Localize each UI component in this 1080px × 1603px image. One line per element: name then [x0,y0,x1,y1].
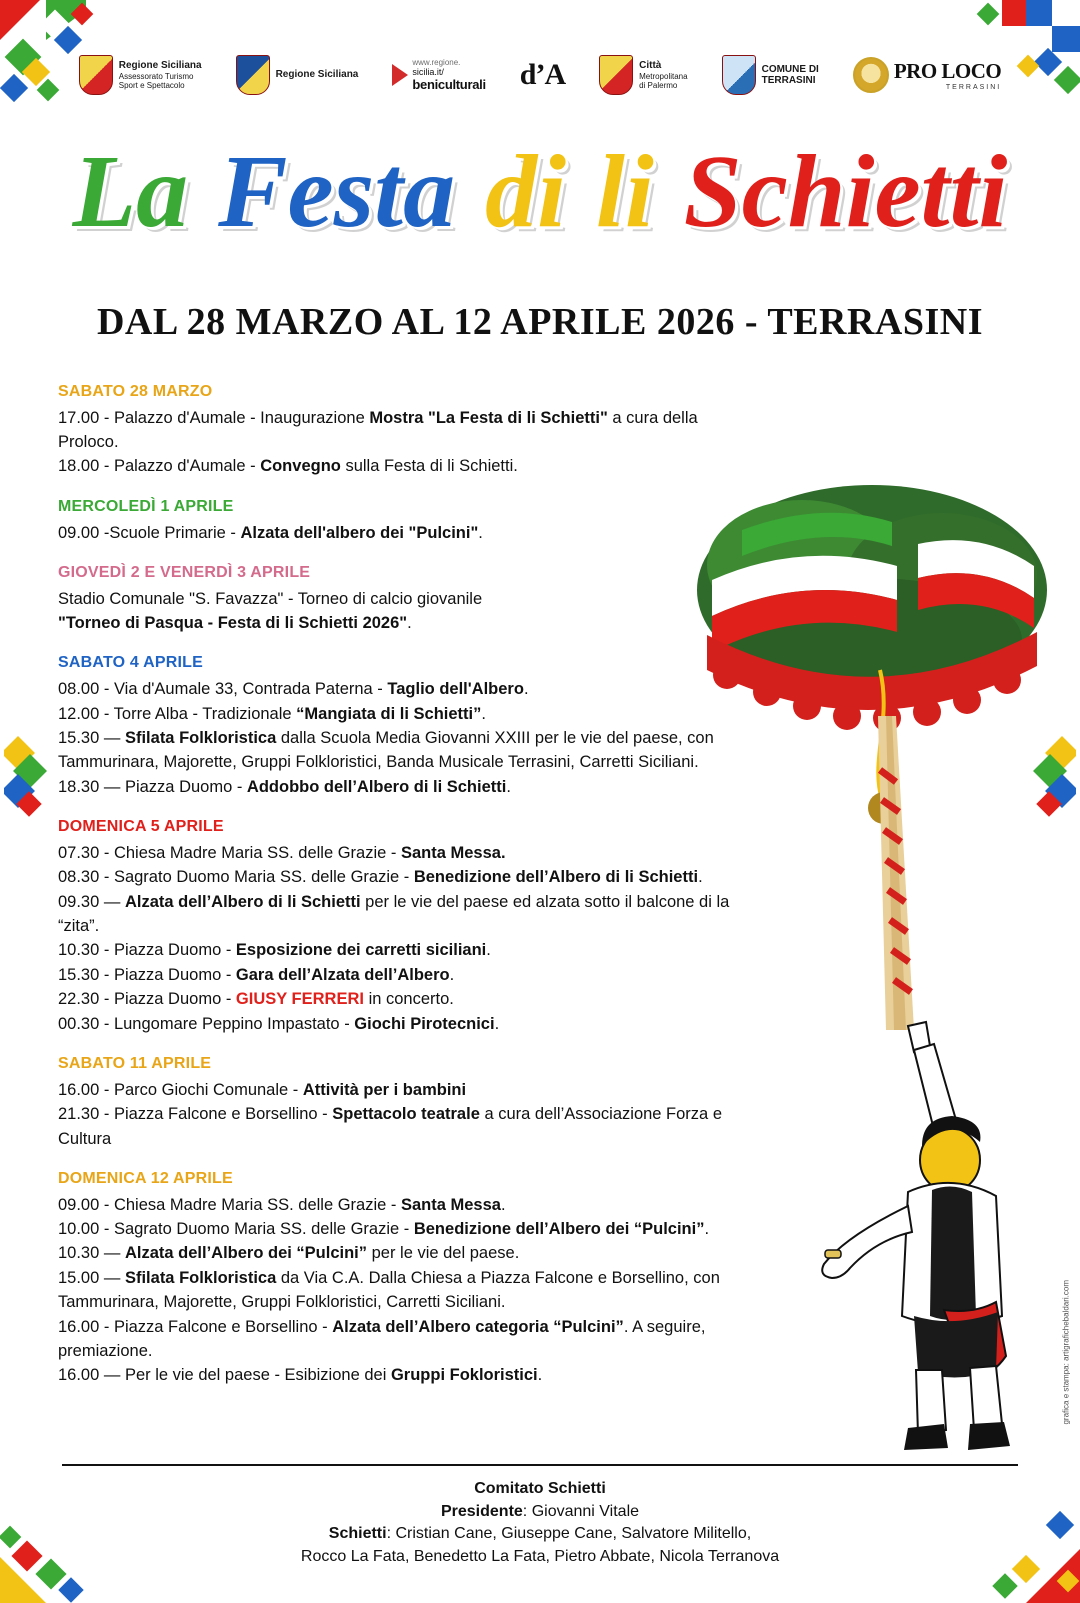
programme-day [58,495,758,545]
programme-day [58,1052,758,1151]
programme-day-heading: GIOVEDÌ 2 E VENERDÌ 3 APRILE [58,563,311,581]
president-name: Giovanni Vitale [531,1502,640,1520]
logo-line-1: Regione Siciliana [118,60,202,72]
title-word-schietti: Schietti [683,134,1008,249]
pro-loco-wordmark: PRO LOCO [893,59,1002,83]
programme-list [58,380,758,1404]
logo-regione-siciliana-turismo-text [119,60,202,90]
programme-day-heading: DOMENICA 5 APRILE [58,818,224,836]
programme-event: 15.00 — Sfilata Folkloristica da Via C.A. Dalla Chiesa a Piazza Falcone e Borsellino, con Tammurinara, Majorette, Gruppi Folkloristici, Carretti Siciliani. [58,1268,720,1312]
logo-line-2: Metropolitana [639,71,688,81]
logo-regione-siciliana-turismo [79,55,202,95]
programme-day [58,815,758,1036]
pro-loco-subtitle: TERRASINI [945,84,1002,91]
terrasini-crest-icon [722,55,756,95]
logo-line-1: Regione Siciliana [275,69,359,81]
programme-event: 18.00 - Palazzo d'Aumale - Convegno sulla Festa di li Schietti. [58,457,518,476]
poster-subtitle: DAL 28 MARZO AL 12 APRILE 2026 - TERRASINI [96,301,983,343]
committee-title: Comitato Schietti [474,1480,606,1497]
programme-day-heading: MERCOLEDÌ 1 APRILE [58,497,234,515]
programme-day [58,651,758,799]
logo-sicilia-beniculturali [392,58,485,92]
programme-day-heading: SABATO 4 APRILE [58,654,203,672]
programme-day-heading: SABATO 28 MARZO [58,383,213,400]
programme-event: 16.00 — Per le vie del paese - Esibizione dei Gruppi Fokloristici. [58,1366,543,1385]
pro-loco-seal-icon [853,57,889,93]
logo-palazzo-daumale: d’A [519,58,566,91]
title-word-di: di [485,134,566,249]
print-credit: grafica e stampa: artigrafichebaldari.com [1062,1280,1071,1425]
logo-url-mid: sicilia.it/ [412,66,444,77]
logo-line-1: COMUNE DI [761,63,819,75]
logo-line-2: Assessorato Turismo [118,71,194,81]
logo-line-1: Città [639,60,662,72]
programme-event: 10.00 - Sagrato Duomo Maria SS. delle Grazie - Benedizione dell’Albero dei “Pulcini”. [58,1220,710,1239]
title-word-la: La [72,134,189,249]
programme-event: 15.30 - Piazza Duomo - Gara dell’Alzata dell’Albero. [58,965,455,984]
logo-palermo-text [639,60,687,90]
members-line-1: Schietti: Cristian Cane, Giuseppe Cane, Salvatore Militello, [328,1525,752,1543]
programme-day-heading: SABATO 11 APRILE [58,1055,212,1073]
poster-title [0,134,1080,249]
president-line: Presidente: Giovanni Vitale [440,1502,640,1520]
programme-event: Stadio Comunale "S. Favazza" - Torneo di calcio giovanile [58,589,483,608]
tree-trunk [878,716,914,1030]
programme-event: 07.30 - Chiesa Madre Maria SS. delle Grazie - Santa Messa. [58,843,506,862]
regione-siciliana-crest-icon [79,55,113,95]
title-word-li: li [595,134,654,249]
programme-day-heading: DOMENICA 12 APRILE [58,1169,233,1187]
logo-url-top: www.regione. [412,57,461,67]
programme-event: 21.30 - Piazza Falcone e Borsellino - Spettacolo teatrale a cura dell’Associazione Forza e Cultura [58,1105,722,1148]
programme-event: 00.30 - Lungomare Peppino Impastato - Giochi Pirotecnici. [58,1014,500,1033]
logo-line-3: di Palermo [639,80,678,90]
programme-day [58,561,758,635]
logo-regione-siciliana [236,55,359,95]
programme-event: 09.00 -Scuole Primarie - Alzata dell'albero dei "Pulcini". [58,523,483,542]
logo-pro-loco-terrasini [853,57,1001,93]
programme-event: 17.00 - Palazzo d'Aumale - Inaugurazione Mostra "La Festa di li Schietti" a cura della Proloco. [58,408,698,452]
arrow-icon [392,64,408,86]
footer [0,1478,1080,1569]
tree-crown [697,485,1047,824]
programme-event: 12.00 - Torre Alba - Tradizionale “Mangiata di li Schietti”. [58,704,486,723]
logo-terrasini-text [762,64,819,87]
programme-event: 09.00 - Chiesa Madre Maria SS. delle Grazie - Santa Messa. [58,1195,506,1214]
programme-event: 10.30 - Piazza Duomo - Esposizione dei carretti siciliani. [58,941,491,960]
programme-day [58,1167,758,1388]
logo-citta-metropolitana-palermo [599,55,687,95]
programme-event: 16.00 - Piazza Falcone e Borsellino - Alzata dell’Albero categoria “Pulcini”. A seguire, premiazione. [58,1317,706,1361]
title-word-festa: Festa [218,134,456,249]
regione-siciliana-shield-icon [236,55,270,95]
programme-event: 08.00 - Via d'Aumale 33, Contrada Paterna - Taglio dell'Albero. [58,680,529,699]
programme-event: 08.30 - Sagrato Duomo Maria SS. delle Grazie - Benedizione dell’Albero di li Schietti. [58,868,703,887]
sponsor-logos [0,42,1080,108]
members-line-2: Rocco La Fata, Benedetto La Fata, Pietro Abbate, Nicola Terranova [300,1548,780,1566]
logo-regione-siciliana-text [276,69,359,81]
logo-line-3: Sport e Spettacolo [118,80,185,90]
president-label: Presidente [440,1502,523,1520]
programme-event: 16.00 - Parco Giochi Comunale - Attività per i bambini [58,1080,467,1099]
side-decoration-left [4,735,50,827]
programme-event: 18.30 — Piazza Duomo - Addobbo dell’Albero di li Schietti. [58,777,511,796]
programme-event: 09.30 — Alzata dell’Albero di li Schietti per le vie del paese ed alzata sotto il balcone di la “zita”. [58,892,730,936]
footer-divider [62,1464,1018,1466]
programme-event: 10.30 — Alzata dell’Albero dei “Pulcini” per le vie del paese. [58,1244,520,1263]
logo-line-2: TERRASINI [761,75,816,86]
members-label: Schietti [328,1525,387,1543]
programme-event: 22.30 - Piazza Duomo - GIUSY FERRERI in concerto. [58,990,454,1009]
members-names-1: Cristian Cane, Giuseppe Cane, Salvatore Militello, [395,1525,752,1543]
albero-di-li-schietti-photo [682,470,1062,1460]
logo-sicilia-beniculturali-text [412,58,485,92]
programme-event: "Torneo di Pasqua - Festa di li Schietti 2026". [58,614,412,633]
logo-comune-di-terrasini [722,55,819,95]
palermo-crest-icon [599,55,633,95]
schietto-figure [822,1022,1010,1450]
programme-day [58,380,758,479]
logo-beniculturali: beniculturali [412,76,486,92]
programme-event: 15.30 — Sfilata Folkloristica dalla Scuola Media Giovanni XXIII per le vie del paese, con Tammurinara, Majorette, Gruppi Folkloristici, Banda Musicale Terrasini, Carretti Siciliani. [58,728,714,772]
